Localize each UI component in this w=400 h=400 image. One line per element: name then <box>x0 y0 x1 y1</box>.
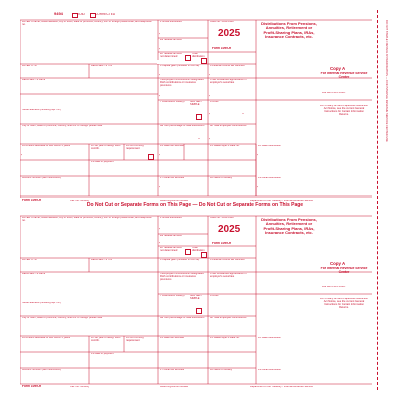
dollar-sign: $ <box>159 154 161 156</box>
box7-label: 7 Distribution code(s) <box>160 295 185 297</box>
dollar-sign: $ <box>209 138 211 140</box>
footer-form: Form 1099-R <box>22 385 42 388</box>
dollar-sign: $ <box>257 154 259 156</box>
box1-label: 1 Gross distribution <box>160 217 183 219</box>
dollar-sign: $ <box>257 186 259 188</box>
form-title: Distributions From Pensions, Annuities, Retirement or Profit-Sharing Plans, IRAs, Insurance Contracts, etc. <box>261 218 317 236</box>
dollar-sign: $ <box>159 95 161 97</box>
box15-label: 15 State/Payer's state no. <box>210 145 240 147</box>
ira-sep-checkbox[interactable] <box>196 114 202 120</box>
box5-label: 5 Employee contributions/ Designated Roth contributions or insurance premiums <box>160 273 204 281</box>
copy-for: For Internal Revenue Service Center <box>320 72 368 79</box>
box16-label: 16 State distribution <box>258 145 281 147</box>
box18-label: 18 Name of locality <box>210 177 233 179</box>
city-label: City or town, state or province, country, and ZIP or foreign postal code <box>22 125 103 127</box>
total-dist-checkbox[interactable] <box>201 252 207 258</box>
dollar-sign: $ <box>209 113 211 115</box>
box3-label: 3 Capital gain (included in box 2a) <box>160 259 200 261</box>
ira-sep-label: IRA/ SEP/ SIMPLE <box>190 295 202 300</box>
payer-info-label: PAYER'S name, street address, city or town, state or province, country, ZIP or foreign postal code, and telephone no. <box>22 217 152 222</box>
box13-label: 13 Date of payment <box>91 353 114 355</box>
city-label: City or town, state or province, country, and ZIP or foreign postal code <box>22 317 103 319</box>
dollar-sign: $ <box>21 154 23 156</box>
box14-label: 14 State tax withheld <box>160 337 185 339</box>
box18-label: 18 Name of locality <box>210 369 233 371</box>
file-with: File with Form 1096. <box>322 92 346 94</box>
box7-label: 7 Distribution code(s) <box>160 101 185 103</box>
footer-form: Form 1099-R <box>22 199 42 202</box>
corrected-label: CORRECTED <box>95 12 116 16</box>
fatca-checkbox[interactable] <box>148 154 154 160</box>
copy-for: For Internal Revenue Service Center <box>320 267 368 274</box>
dollar-sign: $ <box>159 48 161 50</box>
total-dist-label: Total distribution <box>192 53 205 58</box>
box2b-checkbox[interactable] <box>185 249 191 255</box>
dollar-sign: $ <box>209 74 211 76</box>
perforation-line <box>377 10 378 390</box>
box11-label: 11 1st year of desig. Roth contrib. <box>91 145 121 150</box>
box9b-label: 9b Total employee contributions <box>210 317 247 319</box>
form-code: 9494 <box>54 12 63 16</box>
total-dist-checkbox[interactable] <box>201 58 207 64</box>
privacy-notice: For Privacy Act and Paperwork Reduction Act Notice, see the current General Instructions for Certain Information Returns. <box>320 105 368 116</box>
dollar-sign: $ <box>209 95 211 97</box>
recipient-name-label: RECIPIENT'S name <box>22 79 46 81</box>
street-label: Street address (including apt. no.) <box>22 302 61 304</box>
footer-cat: Cat. No. 14436Q <box>70 199 90 202</box>
box12-label: 12 FATCA filing requirement <box>126 145 144 150</box>
percent-sign: % <box>242 113 245 115</box>
box19-label: 19 Local distribution <box>258 177 282 179</box>
dollar-sign: $ <box>159 33 161 35</box>
box16-label: 16 State distribution <box>258 337 281 339</box>
recipient-tin-label: RECIPIENT'S TIN <box>91 259 112 261</box>
recipient-tin-label: RECIPIENT'S TIN <box>91 65 112 67</box>
dollar-sign: $ <box>159 186 161 188</box>
total-dist-label: Total distribution <box>192 247 205 252</box>
box4-label: 4 Federal income tax withheld <box>210 259 245 261</box>
tax-year: 2025 <box>218 224 241 235</box>
box14-label: 14 State tax withheld <box>160 145 185 147</box>
form-1099r-top <box>20 10 372 202</box>
box1-label: 1 Gross distribution <box>160 21 183 23</box>
payer-tin-label: PAYER'S TIN <box>22 65 38 67</box>
dollar-sign: $ <box>159 242 161 244</box>
box2a-label: 2a Taxable amount <box>160 235 182 237</box>
recipient-name-label: RECIPIENT'S name <box>22 273 46 275</box>
footer-dept: Department of the Treasury - Internal Revenue Service <box>250 385 314 388</box>
box15-label: 15 State/Payer's state no. <box>210 337 240 339</box>
footer-url: www.irs.gov/Form1099R <box>160 385 189 388</box>
omb-number: OMB No. 1545-0119 <box>210 21 234 23</box>
street-label: Street address (including apt. no.) <box>22 109 61 111</box>
box9a-label: 9a Your percentage of total distribution <box>160 317 205 319</box>
tax-year: 2025 <box>218 28 241 39</box>
footer-url: www.irs.gov/Form1099R <box>160 199 189 202</box>
ira-sep-checkbox[interactable] <box>196 308 202 314</box>
tax-form-sheet <box>20 10 372 390</box>
omb-number: OMB No. 1545-0119 <box>210 217 234 219</box>
percent-sign: % <box>198 138 201 140</box>
box19-label: 19 Local distribution <box>258 369 282 371</box>
box6-label: 6 Net unrealized appreciation in employer's securities <box>210 273 247 278</box>
copy-label: Copy A <box>330 262 346 266</box>
box8-label: 8 Other <box>210 295 219 297</box>
footer-dept: Department of the Treasury - Internal Revenue Service <box>250 199 314 202</box>
box2b-label: 2b Taxable amount not determined <box>160 247 182 252</box>
box5-label: 5 Employee contributions/ Designated Roth contributions or insurance premiums <box>160 79 204 87</box>
file-with: File with Form 1096. <box>322 286 346 288</box>
box13-label: 13 Date of payment <box>91 161 114 163</box>
box17-label: 17 Local tax withheld <box>160 369 185 371</box>
box3-label: 3 Capital gain (included in box 2a) <box>160 65 200 67</box>
void-label: VOID <box>77 12 85 16</box>
box2a-label: 2a Taxable amount <box>160 39 182 41</box>
box17-label: 17 Local tax withheld <box>160 177 185 179</box>
box10-label: 10 Amount allocable to IRR within 5 years <box>22 145 71 147</box>
box9b-label: 9b Total employee contributions <box>210 125 247 127</box>
box2b-label: 2b Taxable amount not determined <box>160 53 182 58</box>
payer-tin-label: PAYER'S TIN <box>22 259 38 261</box>
box6-label: 6 Net unrealized appreciation in employer's securities <box>210 79 247 84</box>
box10-label: 10 Amount allocable to IRR within 5 years <box>22 337 71 339</box>
ira-sep-label: IRA/ SEP/ SIMPLE <box>190 101 202 106</box>
form-title: Distributions From Pensions, Annuities, Retirement or Profit-Sharing Plans, IRAs, Insurance Contracts, etc. <box>261 22 317 40</box>
box11-label: 11 1st year of desig. Roth contrib. <box>91 337 121 342</box>
form-name: Form 1099-R <box>212 242 232 245</box>
box8-label: 8 Other <box>210 101 219 103</box>
footer-cat: Cat. No. 14436Q <box>70 385 90 388</box>
copy-label: Copy A <box>330 67 346 71</box>
privacy-notice: For Privacy Act and Paperwork Reduction Act Notice, see the current General Instructions for Certain Information Returns. <box>320 298 368 309</box>
payer-info-label: PAYER'S name, street address, city or town, state or province, country, ZIP or foreign postal code, and telephone no. <box>22 21 152 26</box>
account-label: Account number (see instructions) <box>22 177 62 179</box>
side-text: DO NOT STAPLE / DETACH AT PERFORATION — FOR INTERNAL REVENUE SERVICE CENTER USE <box>385 20 388 142</box>
dollar-sign: $ <box>159 74 161 76</box>
dollar-sign: $ <box>159 228 161 230</box>
form-1099r-bottom <box>20 212 372 390</box>
do-not-cut-notice: Do Not Cut or Separate Forms on This Page — Do Not Cut or Separate Forms on This Page <box>86 202 304 208</box>
box4-label: 4 Federal income tax withheld <box>210 65 245 67</box>
box12-label: 12 FATCA filing requirement <box>126 337 144 342</box>
box2b-checkbox[interactable] <box>185 55 191 61</box>
box9a-label: 9a Your percentage of total distribution <box>160 125 205 127</box>
side-margin-text <box>382 20 390 195</box>
form-name: Form 1099-R <box>212 47 232 50</box>
account-label: Account number (see instructions) <box>22 369 62 371</box>
